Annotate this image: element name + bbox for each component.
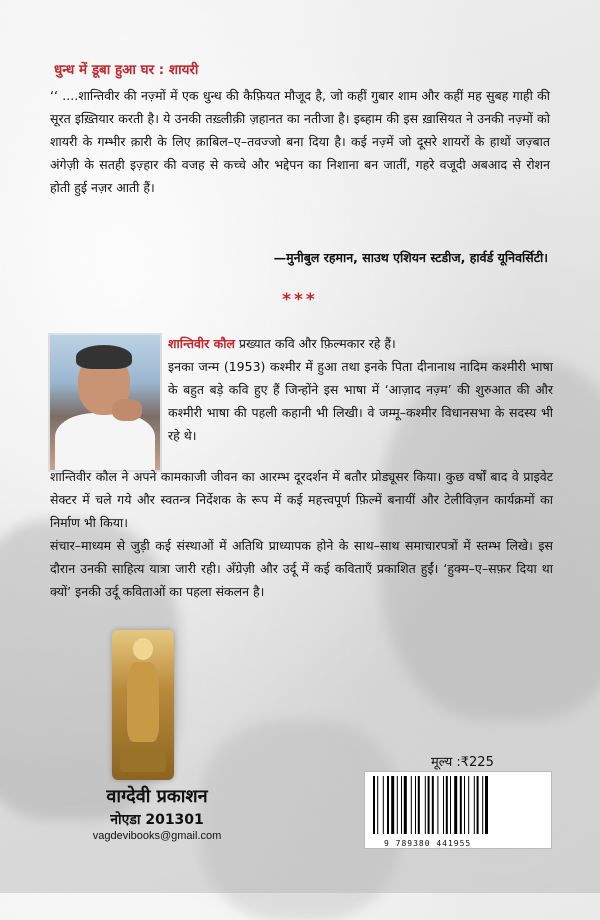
review-quote: ‘‘ ....शान्तिवीर की नज़्मों में एक धुन्ध की कैफ़ियत मौजूद है, जो कहीं गुबार शाम और कहीं मह सुबह गाही की सूरत इख़्तियार करती है। ये उनकी तख़्लीक़ी ज़हानत का नतीजा है। इब्हाम की इस ख़ासियत ने उनकी नज़्मों को शायरी के गम्भीर क़ारी के लिए क़ाबिल–ए–तवज्जो बना दिया है। कई नज़्में जो दूसरे शायरों के हाथों जज़्बात अंगेज़ी के सतही इज़्हार की वजह से कच्चे और भद्देपन का निशाना बन जातीं, गहरे वजूदी अबआद से रोशन होती हुई नज़र आती हैं। xyxy=(50,88,550,195)
publisher-name: वाग्देवी प्रकाशन xyxy=(106,786,208,807)
bio-paragraph: संचार–माध्यम से जुड़ी कई संस्थाओं में अतिथि प्राध्यापक होने के साथ–साथ समाचारपत्रों में स्तम्भ लिखे। इस दौरान उनकी साहित्य यात्रा जारी रही। अँग्रेज़ी और उर्दू में कई कविताएँ प्रकाशित हुईं। ‘हुक्म–ए–सफ़र दिया था क्यों’ इनकी उर्दू कविताओं का पहला संकलन है। xyxy=(50,538,553,599)
section-separator: *** xyxy=(282,290,318,310)
author-photo xyxy=(48,333,162,472)
bio-paragraph: शान्तिवीर कौल ने अपने कामकाजी जीवन का आरम्भ दूरदर्शन में बतौर प्रोड्यूसर किया। कुछ वर्षों बाद वे प्राइवेट सेक्टर में चले गये और स्वतन्त्र निर्देशक के रूप में कई महत्त्वपूर्ण फ़िल्में बनायीं और टेलीविज़न कार्यक्रमों का निर्माण भी किया। xyxy=(50,469,553,530)
book-title: धुन्ध में डूबा हुआ घर : शायरी xyxy=(54,62,199,78)
barcode-bars xyxy=(365,772,551,838)
isbn-number: 9 789380 441955 xyxy=(384,839,472,848)
publisher-statue-logo xyxy=(112,630,174,780)
isbn-barcode xyxy=(364,771,552,849)
publisher-city: नोएडा 201301 xyxy=(110,812,204,828)
author-bio xyxy=(50,465,553,603)
author-bio-wrap: इनका जन्म (1953) कश्मीर में हुआ तथा इनके पिता दीनानाथ नादिम कश्मीरी भाषा के बहुत बड़े कवि हुए हैं जिन्होंने इस भाषा में ‘आज़ाद नज़्म’ की शुरुआत की और कश्मीरी भाषा की पहली कहानी भी लिखी। वे जम्मू–कश्मीर विधानसभा के सदस्य भी रहे थे। xyxy=(168,359,553,443)
author-intro-text: प्रख्यात कवि और फ़िल्मकार रहे हैं। xyxy=(234,336,396,351)
author-name: शान्तिवीर कौल xyxy=(168,336,235,351)
price-label: मूल्य :₹225 xyxy=(431,755,494,770)
publisher-email: vagdevibooks@gmail.com xyxy=(92,830,222,842)
quote-attribution: —मुनीबुल रहमान, साउथ एशियन स्टडीज, हार्वर्ड यूनिवर्सिटी। xyxy=(273,250,548,265)
author-intro xyxy=(168,332,553,355)
